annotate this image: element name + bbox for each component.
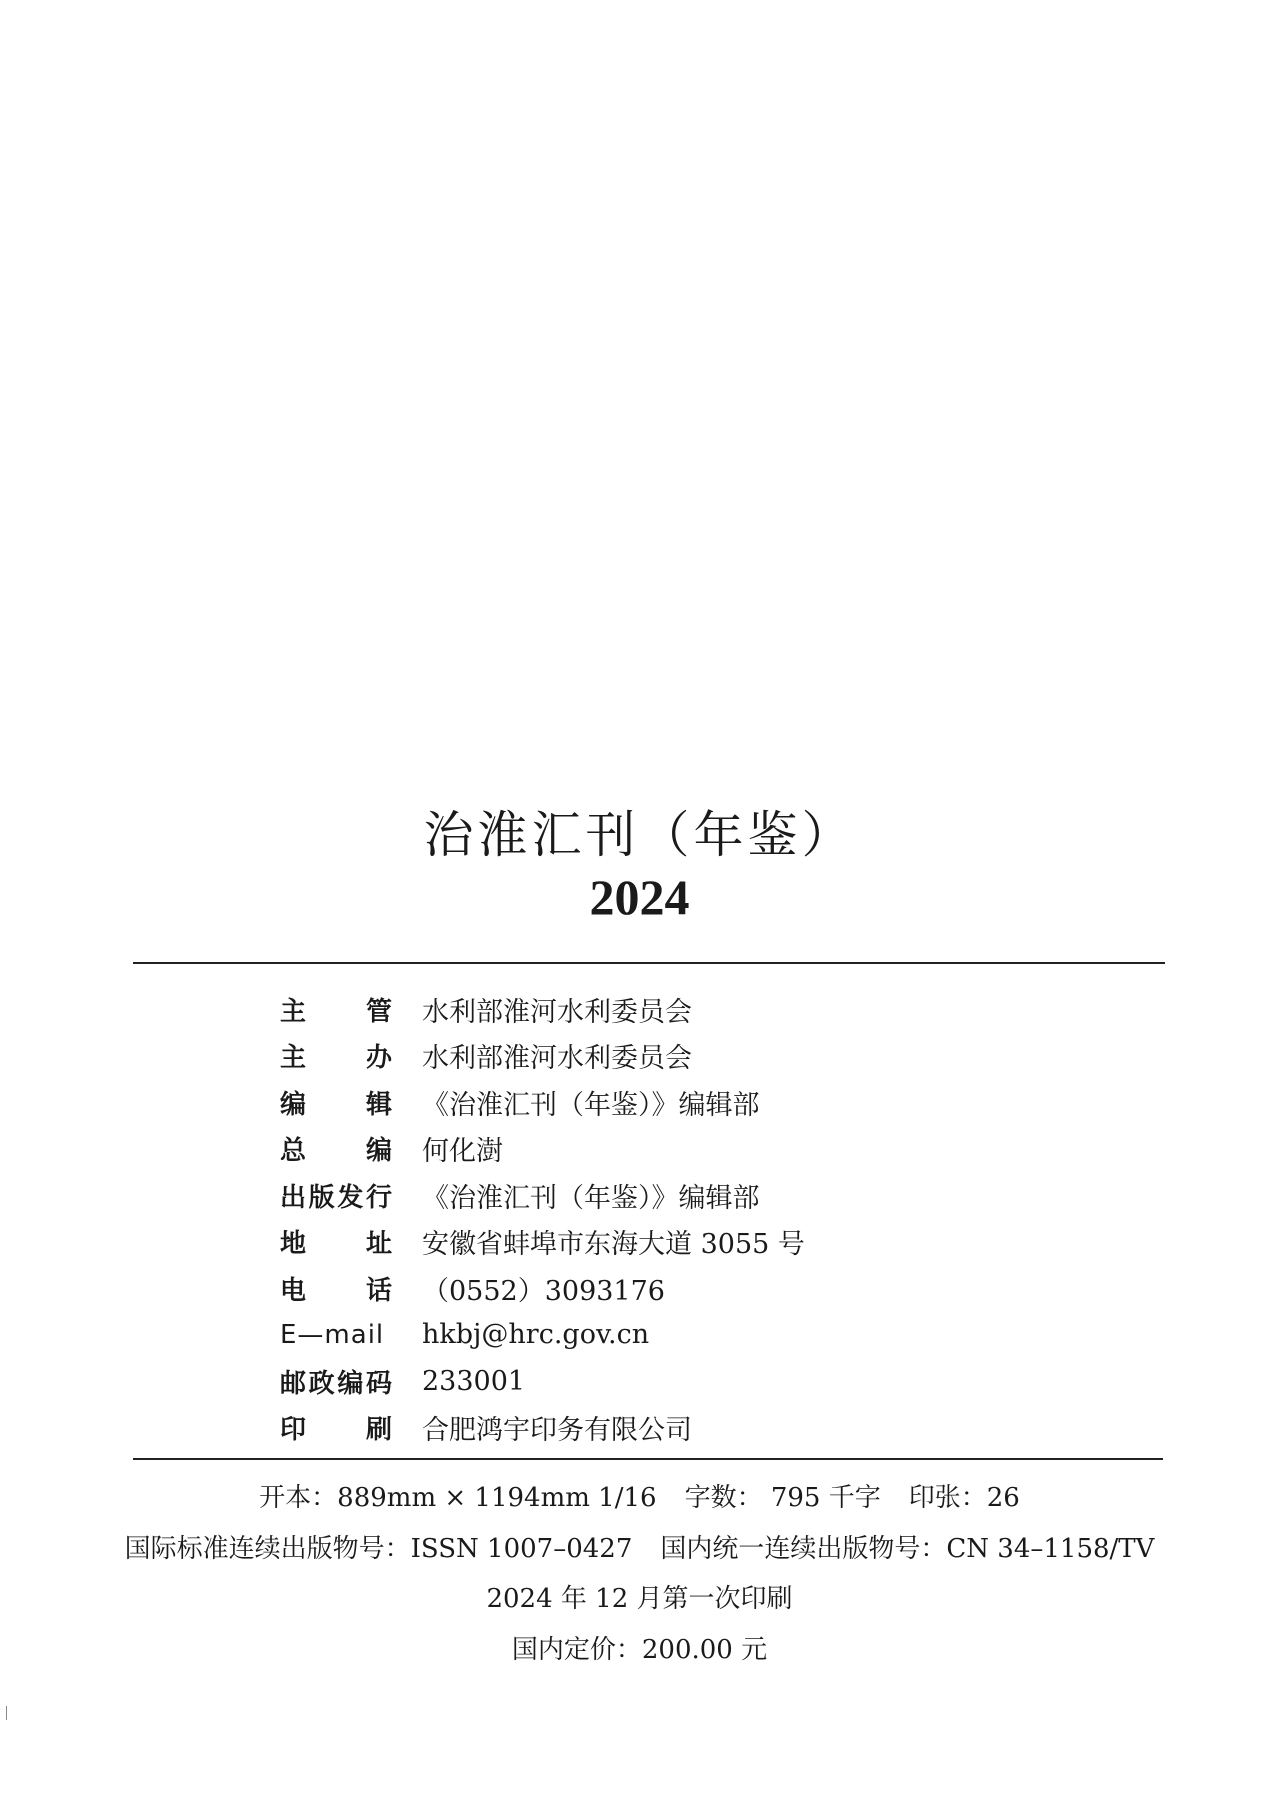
label-char: 编 bbox=[337, 1368, 364, 1399]
label-char: 主 bbox=[280, 996, 307, 1027]
label-char: 发 bbox=[337, 1182, 364, 1213]
info-value: 何化澍 bbox=[422, 1136, 503, 1168]
scan-margin-mark bbox=[6, 1706, 7, 1720]
info-label bbox=[280, 1270, 392, 1307]
label-char: 总 bbox=[280, 1136, 307, 1167]
format-line bbox=[0, 1477, 1279, 1514]
info-row-chief-editor bbox=[280, 1126, 805, 1173]
format-text: 开本：889mm × 1194mm 1/16 bbox=[259, 1483, 657, 1513]
info-row-printer bbox=[280, 1405, 805, 1452]
info-label bbox=[280, 1177, 392, 1214]
label-char: 版 bbox=[308, 1182, 335, 1213]
label-char: 址 bbox=[365, 1229, 392, 1260]
info-label bbox=[280, 991, 392, 1028]
info-value: 《治淮汇刊（年鉴）》编辑部 bbox=[422, 1089, 760, 1121]
word-count-text: 字数： 795 千字 bbox=[684, 1483, 881, 1513]
printing-date: 2024 年 12 月第一次印刷 bbox=[486, 1584, 793, 1614]
info-row-email bbox=[280, 1312, 805, 1359]
label-char: 电 bbox=[280, 1275, 307, 1306]
info-row-phone bbox=[280, 1265, 805, 1312]
issn-text: 国际标准连续出版物号：ISSN 1007–0427 bbox=[124, 1534, 633, 1564]
label-char: 出 bbox=[280, 1182, 307, 1213]
info-row-postal-code bbox=[280, 1358, 805, 1405]
serial-number-line bbox=[0, 1528, 1279, 1565]
info-label bbox=[280, 1223, 392, 1260]
info-value: 《治淮汇刊（年鉴）》编辑部 bbox=[422, 1182, 760, 1214]
label-char: 管 bbox=[365, 996, 392, 1027]
price-text: 国内定价：200.00 元 bbox=[511, 1635, 768, 1665]
info-label bbox=[280, 1084, 392, 1121]
info-value: hkbj@hrc.gov.cn bbox=[422, 1319, 650, 1351]
label-char: E—mail bbox=[280, 1319, 385, 1350]
info-label bbox=[280, 1130, 392, 1167]
cn-text: 国内统一连续出版物号：CN 34–1158/TV bbox=[660, 1534, 1155, 1564]
label-char: 辑 bbox=[365, 1089, 392, 1120]
publication-info-table bbox=[280, 986, 805, 1451]
label-char: 刷 bbox=[365, 1415, 392, 1446]
sheets-text: 印张：26 bbox=[908, 1483, 1020, 1513]
label-char: 政 bbox=[308, 1368, 335, 1399]
info-value: 合肥鸿宇印务有限公司 bbox=[422, 1415, 692, 1447]
top-divider bbox=[133, 962, 1165, 964]
label-char: 行 bbox=[365, 1182, 392, 1213]
info-label bbox=[280, 1409, 392, 1446]
info-row-publisher bbox=[280, 1172, 805, 1219]
info-value: 233001 bbox=[422, 1365, 526, 1397]
label-char: 地 bbox=[280, 1229, 307, 1260]
label-char: 邮 bbox=[280, 1368, 307, 1399]
info-label bbox=[280, 1037, 392, 1074]
label-char: 编 bbox=[280, 1089, 307, 1120]
publication-title: 治淮汇刊（年鉴） bbox=[423, 806, 856, 864]
publication-year: 2024 bbox=[589, 869, 690, 925]
info-row-supervisor bbox=[280, 986, 805, 1033]
info-row-address bbox=[280, 1219, 805, 1266]
label-char: 主 bbox=[280, 1043, 307, 1074]
label-char: 编 bbox=[365, 1136, 392, 1167]
info-value: 安徽省蚌埠市东海大道 3055 号 bbox=[422, 1229, 805, 1261]
info-row-sponsor bbox=[280, 1033, 805, 1080]
bottom-divider bbox=[133, 1458, 1163, 1460]
info-label bbox=[280, 1363, 392, 1400]
label-char: 办 bbox=[365, 1043, 392, 1074]
label-char: 码 bbox=[365, 1368, 392, 1399]
info-value: 水利部淮河水利委员会 bbox=[422, 996, 692, 1028]
label-char: 印 bbox=[280, 1415, 307, 1446]
info-value: 水利部淮河水利委员会 bbox=[422, 1043, 692, 1075]
info-value: （0552）3093176 bbox=[422, 1275, 665, 1307]
info-label bbox=[280, 1320, 392, 1350]
info-row-editor bbox=[280, 1079, 805, 1126]
label-char: 话 bbox=[365, 1275, 392, 1306]
